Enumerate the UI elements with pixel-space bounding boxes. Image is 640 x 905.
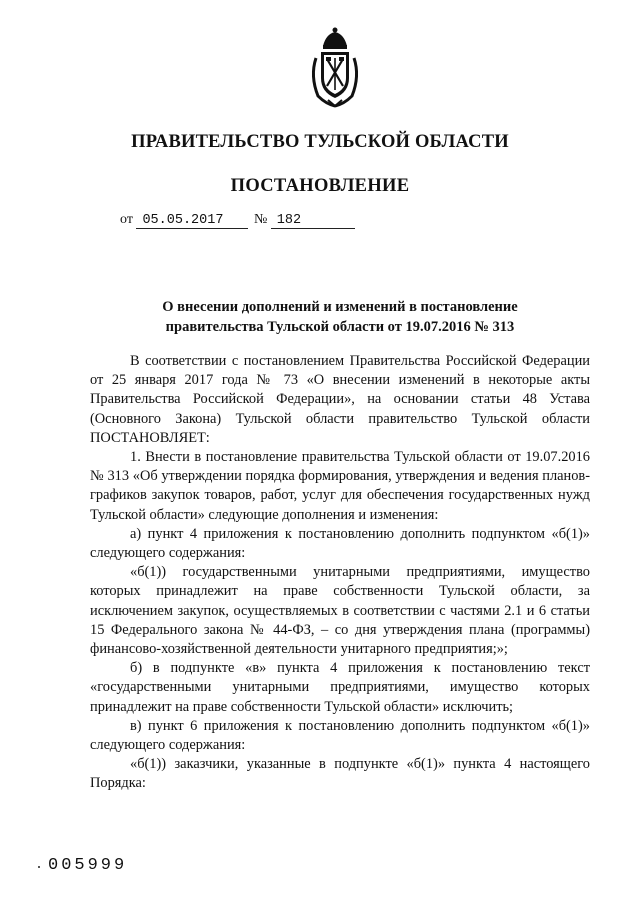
body-paragraph: б) в подпункте «в» пункта 4 приложения к постановлению текст «государственными унитарными предприятиями, имущество которых принадлежит на праве собственности Тульской области» исключить; bbox=[90, 660, 590, 715]
body-paragraph: «б(1)) заказчики, указанные в подпункте «б(1)» пункта 4 настоящего Порядка: bbox=[90, 756, 590, 792]
government-title: ПРАВИТЕЛЬСТВО ТУЛЬСКОЙ ОБЛАСТИ bbox=[131, 132, 509, 152]
body-paragraph: а) пункт 4 приложения к постановлению дополнить подпунктом «б(1)» следующего содержания: bbox=[90, 525, 590, 562]
document-type: ПОСТАНОВЛЕНИЕ bbox=[230, 176, 410, 196]
document-subject bbox=[90, 297, 590, 337]
body-paragraph: «б(1)) государственными унитарными предприятиями, имущество которых принадлежит на праве собственности Тульской области, за исключением закупок, осуществляемых в соответствии с частями 2.1 и 6 статьи 15 Федерального закона № 44-ФЗ, – со дня утверждения плана (программы) финансово-хозяйственной деятельности унитарного предприятия;»; bbox=[90, 564, 590, 658]
date-number-line bbox=[120, 212, 355, 232]
subject-line: правительства Тульской области от 19.07.2016 № 313 bbox=[165, 319, 515, 335]
body-paragraph: 1. Внести в постановление правительства Тульской области от 19.07.2016 № 313 «Об утверждении порядка формирования, утверждения и ведения планов-графиков закупок товаров, работ, услуг для обеспечения государственных нужд Тульской области» следующие дополнения и изменения: bbox=[90, 449, 590, 523]
coat-of-arms-icon bbox=[306, 26, 364, 108]
document-date: 05.05.2017 bbox=[136, 213, 248, 229]
body-paragraph: В соответствии с постановлением Правительства Российской Федерации от 25 января 2017 года № 73 «О внесении изменений в некоторые акты Правительства Российской Федерации», на основании статьи 48 Устава (Основного Закона) Тульской области правительство Тульской области ПОСТАНОВЛЯЕТ: bbox=[90, 353, 590, 446]
document-body bbox=[90, 352, 590, 794]
number-sign: № bbox=[253, 212, 268, 227]
document-number: 182 bbox=[271, 213, 355, 229]
serial-number: 005999 bbox=[48, 856, 128, 875]
body-paragraph: в) пункт 6 приложения к постановлению дополнить подпунктом «б(1)» следующего содержания: bbox=[90, 717, 590, 754]
serial-dot bbox=[38, 866, 40, 868]
date-prefix: от bbox=[120, 212, 133, 227]
subject-line: О внесении дополнений и изменений в постановление bbox=[162, 299, 518, 315]
